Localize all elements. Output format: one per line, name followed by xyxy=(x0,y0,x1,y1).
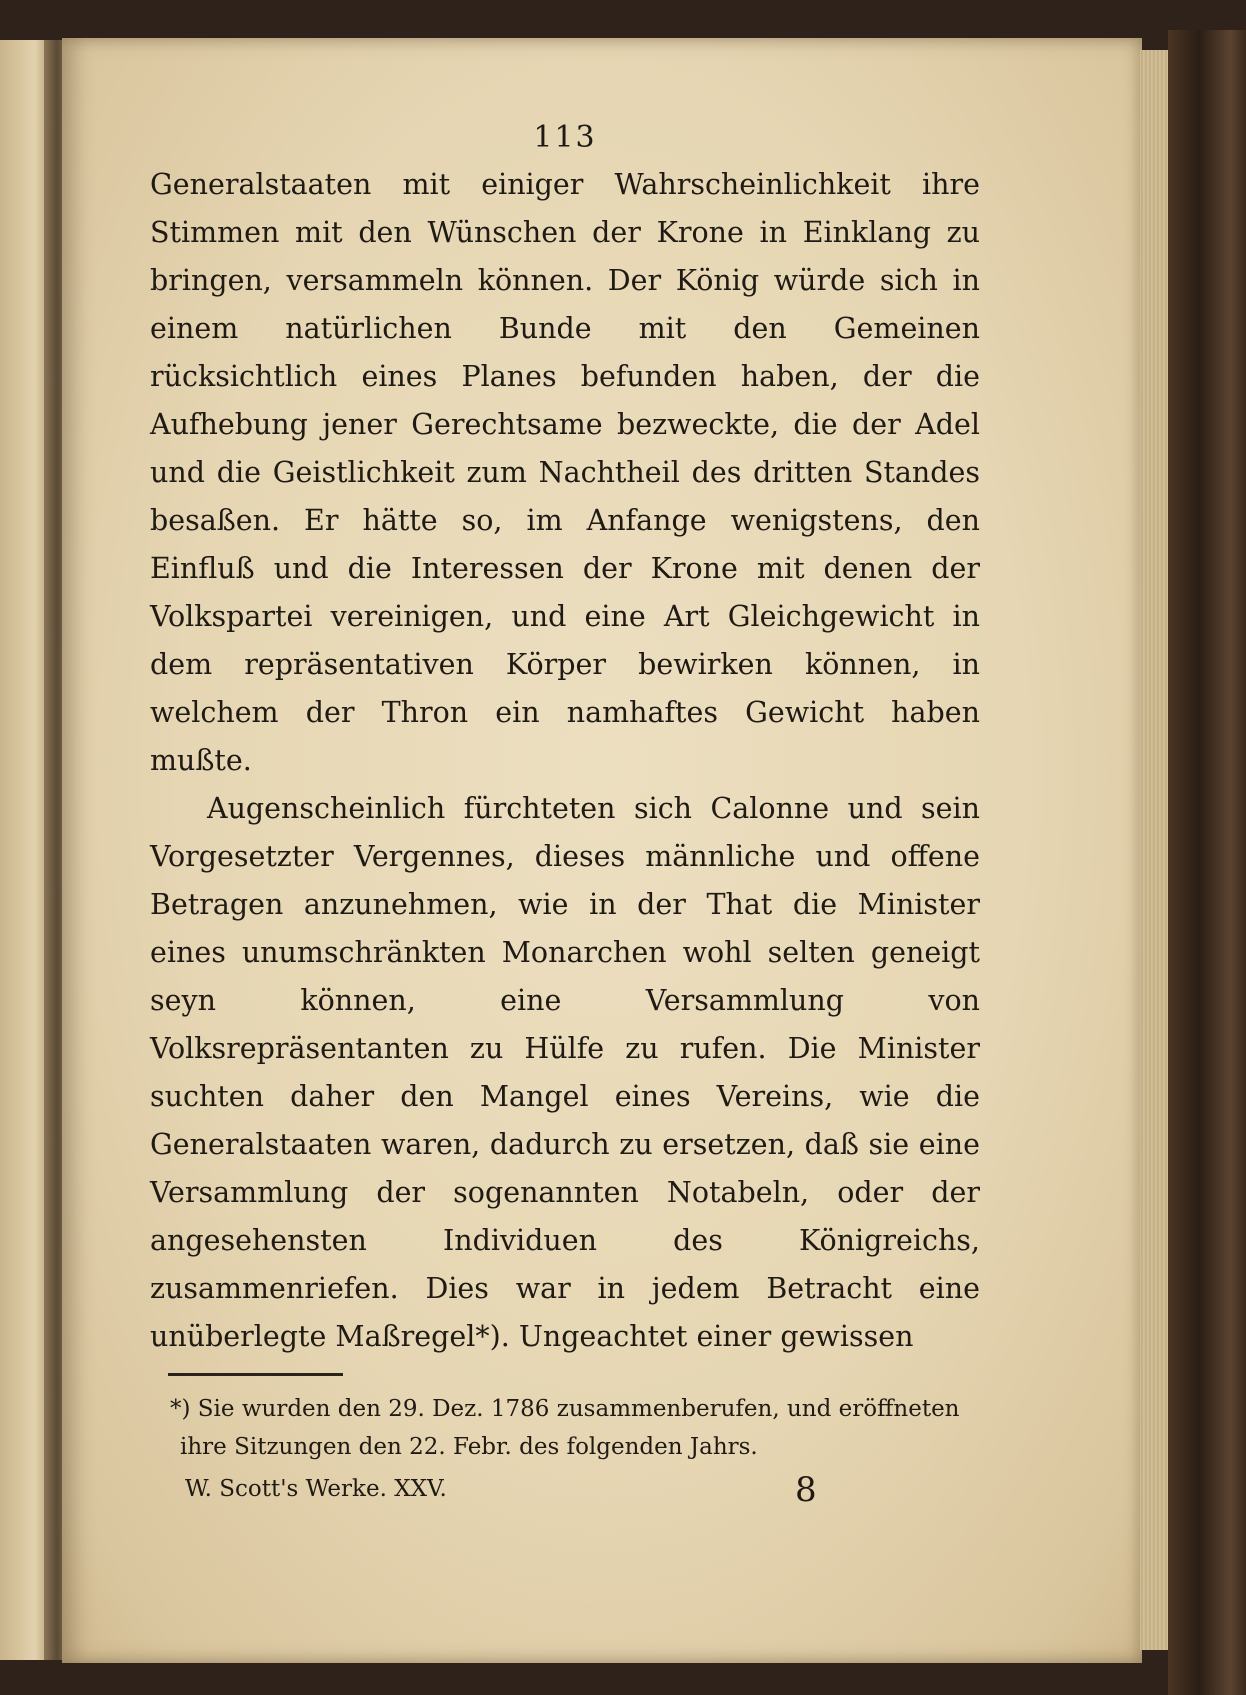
text-block xyxy=(150,120,980,1520)
page-edges xyxy=(1140,50,1170,1650)
footnote: *) Sie wurden den 29. Dez. 1786 zusammenberufen, und eröffneten ihre Sitzungen den 22. Febr. des folgenden Jahrs. xyxy=(170,1396,960,1460)
printer-signature: W. Scott's Werke. XXV. xyxy=(185,1476,447,1502)
paragraph-1: Generalstaaten mit einiger Wahrscheinlichkeit ihre Stimmen mit den Wünschen der Krone in Einklang zu bringen, versammeln können. Der König würde sich in einem natürlichen Bunde mit den Gemeinen rücksichtlich eines Planes befunden haben, der die Aufhebung jener Gerechtsame bezweckte, die der Adel und die Geistlichkeit zum Nachtheil des dritten Standes besaßen. Er hätte so, im Anfange wenigstens, den Einfluß und die Interessen der Krone mit denen der Volkspartei vereinigen, und eine Art Gleichgewicht in dem repräsentativen Körper bewirken können, in welchem der Thron ein namhaftes Gewicht haben mußte. xyxy=(150,168,980,777)
book-cover xyxy=(1168,30,1246,1695)
footnote-rule xyxy=(168,1373,343,1376)
paragraph-2: Augenscheinlich fürchteten sich Calonne und sein Vorgesetzter Vergennes, dieses männliche und offene Betragen anzunehmen, wie in der That die Minister eines unumschränkten Monarchen wohl selten geneigt seyn können, eine Versammlung von Volksrepräsentanten zu Hülfe zu rufen. Die Minister suchten daher den Mangel eines Vereins, wie die Generalstaaten waren, dadurch zu ersetzen, daß sie eine Versammlung der sogenannten Notabeln, oder der angesehensten Individuen des Königreichs, zusammenriefen. Dies war in jedem Betracht eine unüberlegte Maßregel*). Ungeachtet einer gewissen xyxy=(150,792,980,1353)
page-number: 113 xyxy=(533,120,597,155)
signature-row xyxy=(150,1470,980,1520)
sheet-number: 8 xyxy=(795,1470,817,1510)
left-page-edge xyxy=(0,40,50,1660)
